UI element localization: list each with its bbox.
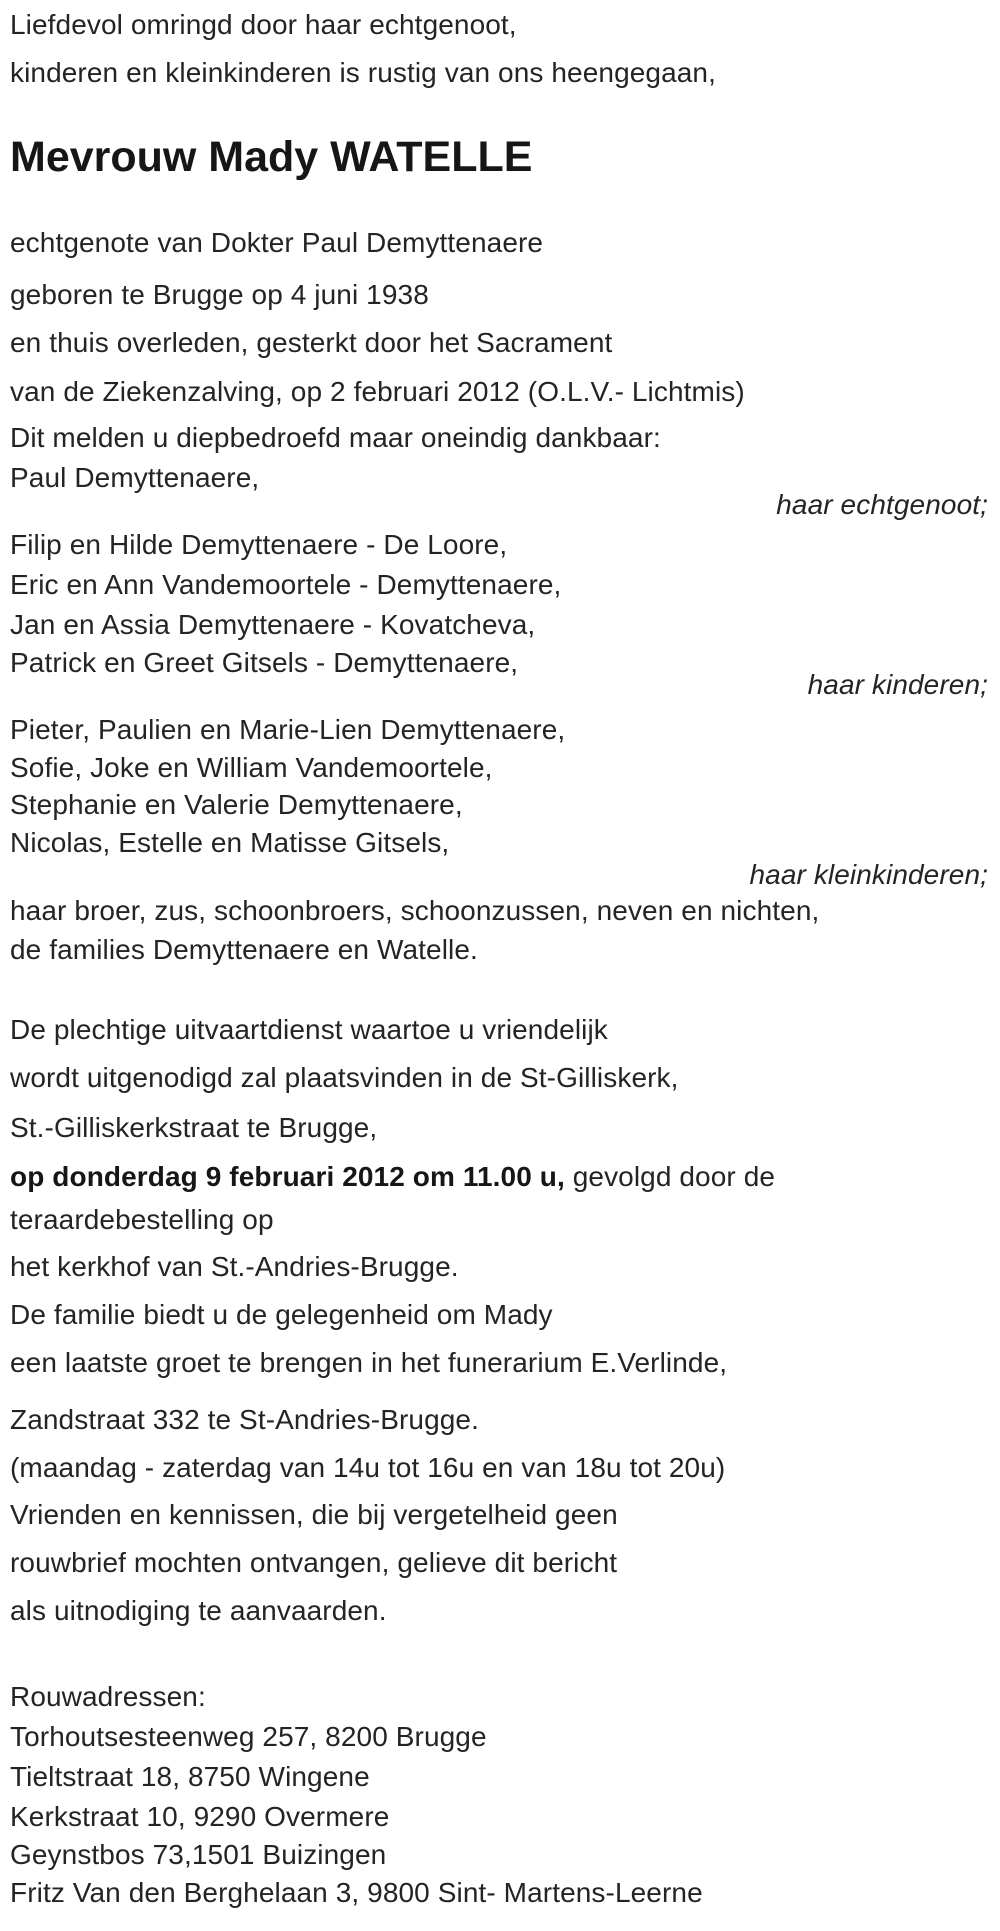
address-line: Tieltstraat 18, 8750 Wingene — [10, 1761, 370, 1792]
invitation-line-2: rouwbrief mochten ontvangen, gelieve dit bericht — [10, 1547, 618, 1578]
mourner-grandchild-1: Pieter, Paulien en Marie-Lien Demyttenaere, — [10, 714, 566, 745]
mourner-grandchild-4: Nicolas, Estelle en Matisse Gitsels, — [10, 827, 450, 858]
farewell-line-4: (maandag - zaterdag van 14u tot 16u en van 18u tot 20u) — [10, 1452, 726, 1483]
invitation-line-3: als uitnodiging te aanvaarden. — [10, 1595, 387, 1626]
service-line-1: De plechtige uitvaartdienst waartoe u vriendelijk — [10, 1014, 608, 1045]
address-line: Kerkstraat 10, 9290 Overmere — [10, 1801, 390, 1832]
intro-line-2: kinderen en kleinkinderen is rustig van ons heengegaan, — [10, 57, 716, 88]
birth-line: geboren te Brugge op 4 juni 1938 — [10, 279, 429, 310]
farewell-line-1: De familie biedt u de gelegenheid om Mady — [10, 1299, 553, 1330]
service-date-rest: gevolgd door de — [564, 1161, 776, 1192]
invitation-line-1: Vrienden en kennissen, die bij vergetelheid geen — [10, 1499, 618, 1530]
role-label-children: haar kinderen; — [807, 669, 988, 700]
service-line-5: teraardebestelling op — [10, 1204, 274, 1235]
address-line: Fritz Van den Berghelaan 3, 9800 Sint- Martens-Leerne — [10, 1877, 703, 1908]
mourner-others-2: de families Demyttenaere en Watelle. — [10, 934, 478, 965]
intro-line-1: Liefdevol omringd door haar echtgenoot, — [10, 9, 517, 40]
deceased-name: Mevrouw Mady WATELLE — [10, 133, 533, 181]
mourner-grandchild-3: Stephanie en Valerie Demyttenaere, — [10, 789, 463, 820]
service-date-line — [10, 1162, 775, 1193]
announcement-line: Dit melden u diepbedroefd maar oneindig dankbaar: — [10, 422, 661, 453]
mourner-child-4: Patrick en Greet Gitsels - Demyttenaere, — [10, 647, 519, 678]
mourner-child-1: Filip en Hilde Demyttenaere - De Loore, — [10, 529, 508, 560]
service-line-3: St.-Gilliskerkstraat te Brugge, — [10, 1112, 378, 1143]
address-line: Geynstbos 73,1501 Buizingen — [10, 1839, 387, 1870]
mourner-child-2: Eric en Ann Vandemoortele - Demyttenaere, — [10, 569, 562, 600]
service-line-6: het kerkhof van St.-Andries-Brugge. — [10, 1251, 459, 1282]
mourner-child-3: Jan en Assia Demyttenaere - Kovatcheva, — [10, 609, 536, 640]
spouse-line: echtgenote van Dokter Paul Demyttenaere — [10, 227, 544, 258]
death-line-1: en thuis overleden, gesterkt door het Sacrament — [10, 327, 613, 358]
mourner-grandchild-2: Sofie, Joke en William Vandemoortele, — [10, 752, 493, 783]
role-label-husband: haar echtgenoot; — [776, 489, 988, 520]
addresses-label: Rouwadressen: — [10, 1681, 206, 1712]
mourner-husband: Paul Demyttenaere, — [10, 462, 260, 493]
service-date-bold: op donderdag 9 februari 2012 om 11.00 u, — [10, 1161, 565, 1192]
service-line-2: wordt uitgenodigd zal plaatsvinden in de St-Gilliskerk, — [10, 1062, 679, 1093]
farewell-line-2: een laatste groet te brengen in het funerarium E.Verlinde, — [10, 1347, 728, 1378]
farewell-line-3: Zandstraat 332 te St-Andries-Brugge. — [10, 1404, 479, 1435]
role-label-grandchildren: haar kleinkinderen; — [749, 859, 988, 890]
address-line: Torhoutsesteenweg 257, 8200 Brugge — [10, 1721, 487, 1752]
death-line-2: van de Ziekenzalving, op 2 februari 2012 (O.L.V.- Lichtmis) — [10, 376, 745, 407]
mourner-others-1: haar broer, zus, schoonbroers, schoonzussen, neven en nichten, — [10, 895, 820, 926]
